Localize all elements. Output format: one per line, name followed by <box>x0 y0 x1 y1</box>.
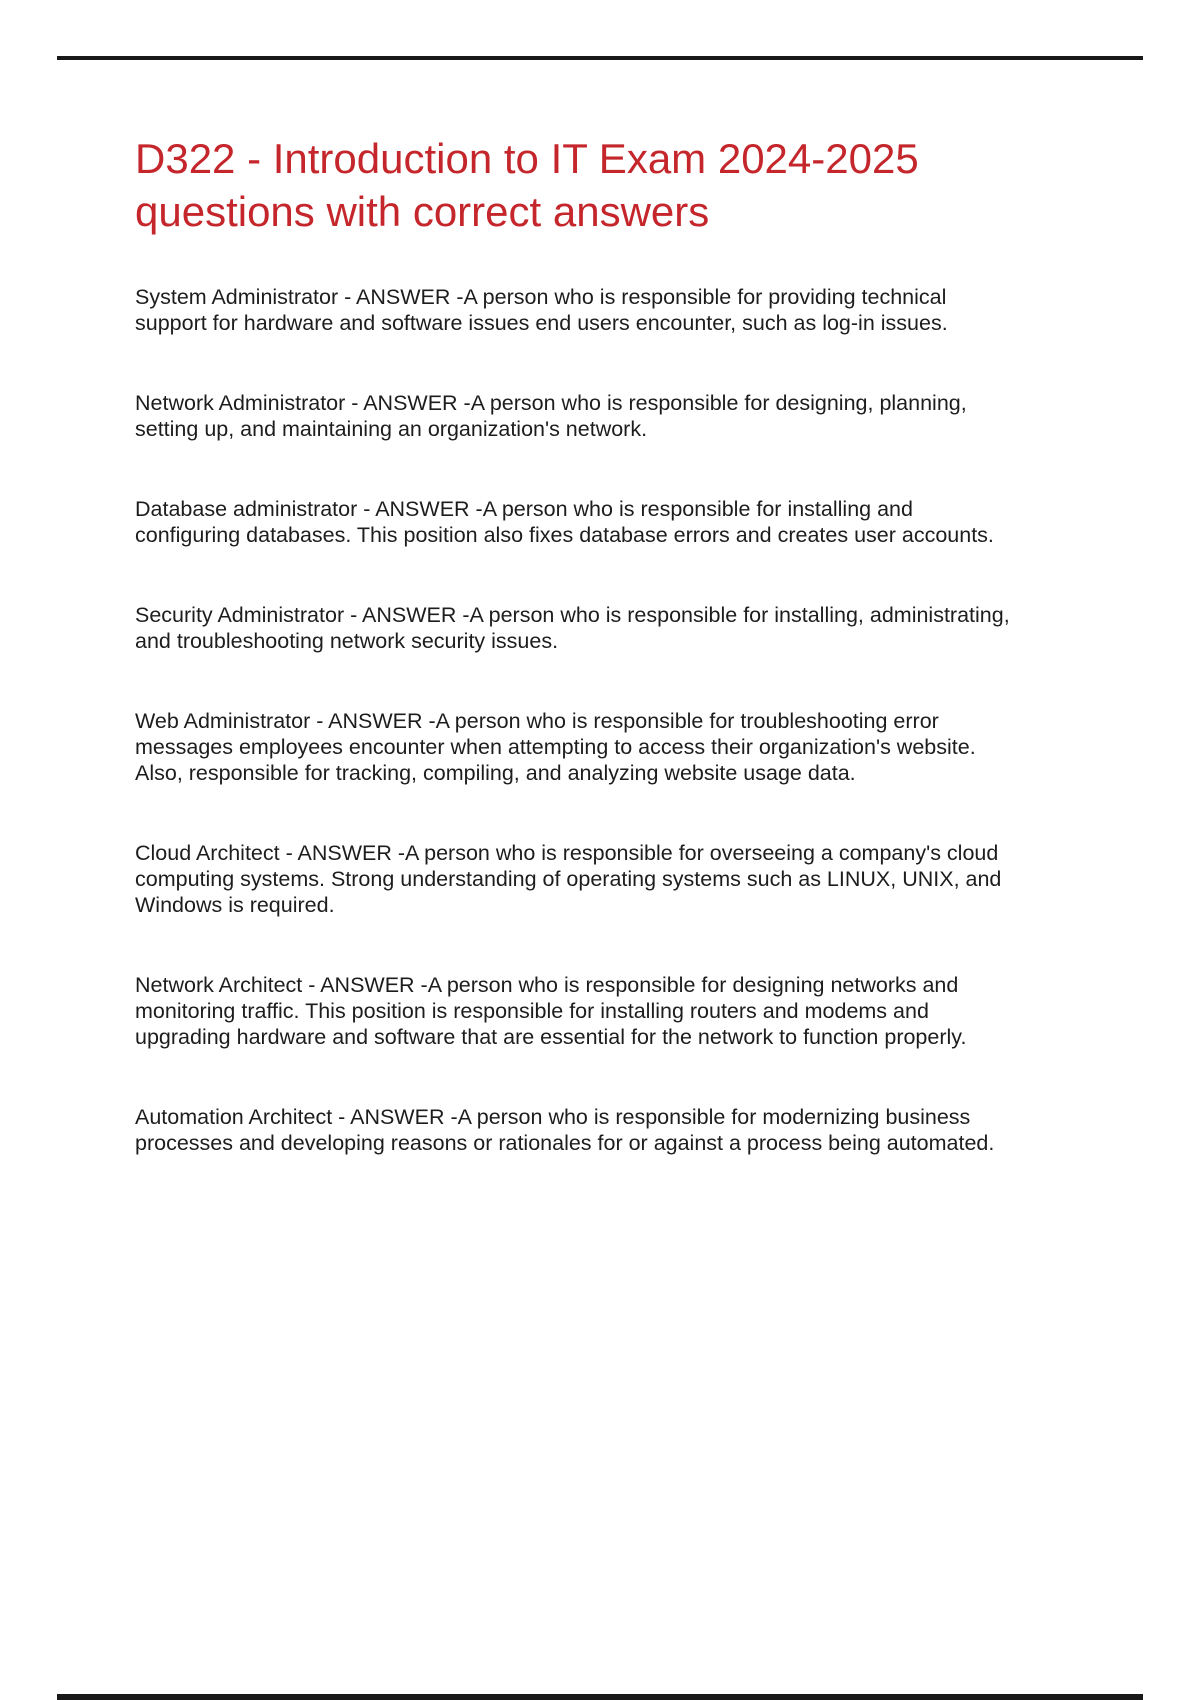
qa-paragraph-security-administrator: Security Administrator - ANSWER -A person who is responsible for installing, administrating, and troubleshooting network security issues. <box>135 603 1010 653</box>
bottom-horizontal-rule <box>57 1694 1143 1700</box>
qa-paragraph-network-administrator: Network Administrator - ANSWER -A person who is responsible for designing, planning, setting up, and maintaining an organization's network. <box>135 391 967 441</box>
qa-paragraph-automation-architect: Automation Architect - ANSWER -A person who is responsible for modernizing business processes and developing reasons or rationales for or against a process being automated. <box>135 1105 995 1155</box>
qa-paragraph-network-architect: Network Architect - ANSWER -A person who is responsible for designing networks and monitoring traffic. This position is responsible for installing routers and modems and upgrading hardware and software that are essential for the network to function properly. <box>135 973 967 1049</box>
qa-paragraph-system-administrator: System Administrator - ANSWER -A person who is responsible for providing technical support for hardware and software issues end users encounter, such as log-in issues. <box>135 285 948 335</box>
qa-paragraph-web-administrator: Web Administrator - ANSWER -A person who is responsible for troubleshooting error messages employees encounter when attempting to access their organization's website. Also, responsible for tracking, compiling, and analyzing website usage data. <box>135 709 976 785</box>
document-content <box>135 132 1015 1210</box>
top-horizontal-rule <box>57 56 1143 60</box>
document-title: D322 - Introduction to IT Exam 2024-2025 questions with correct answers <box>135 135 919 235</box>
qa-paragraph-cloud-architect: Cloud Architect - ANSWER -A person who is responsible for overseeing a company's cloud computing systems. Strong understanding of operating systems such as LINUX, UNIX, and Windows is required. <box>135 841 1002 917</box>
qa-paragraph-database-administrator: Database administrator - ANSWER -A person who is responsible for installing and configuring databases. This position also fixes database errors and creates user accounts. <box>135 497 994 547</box>
